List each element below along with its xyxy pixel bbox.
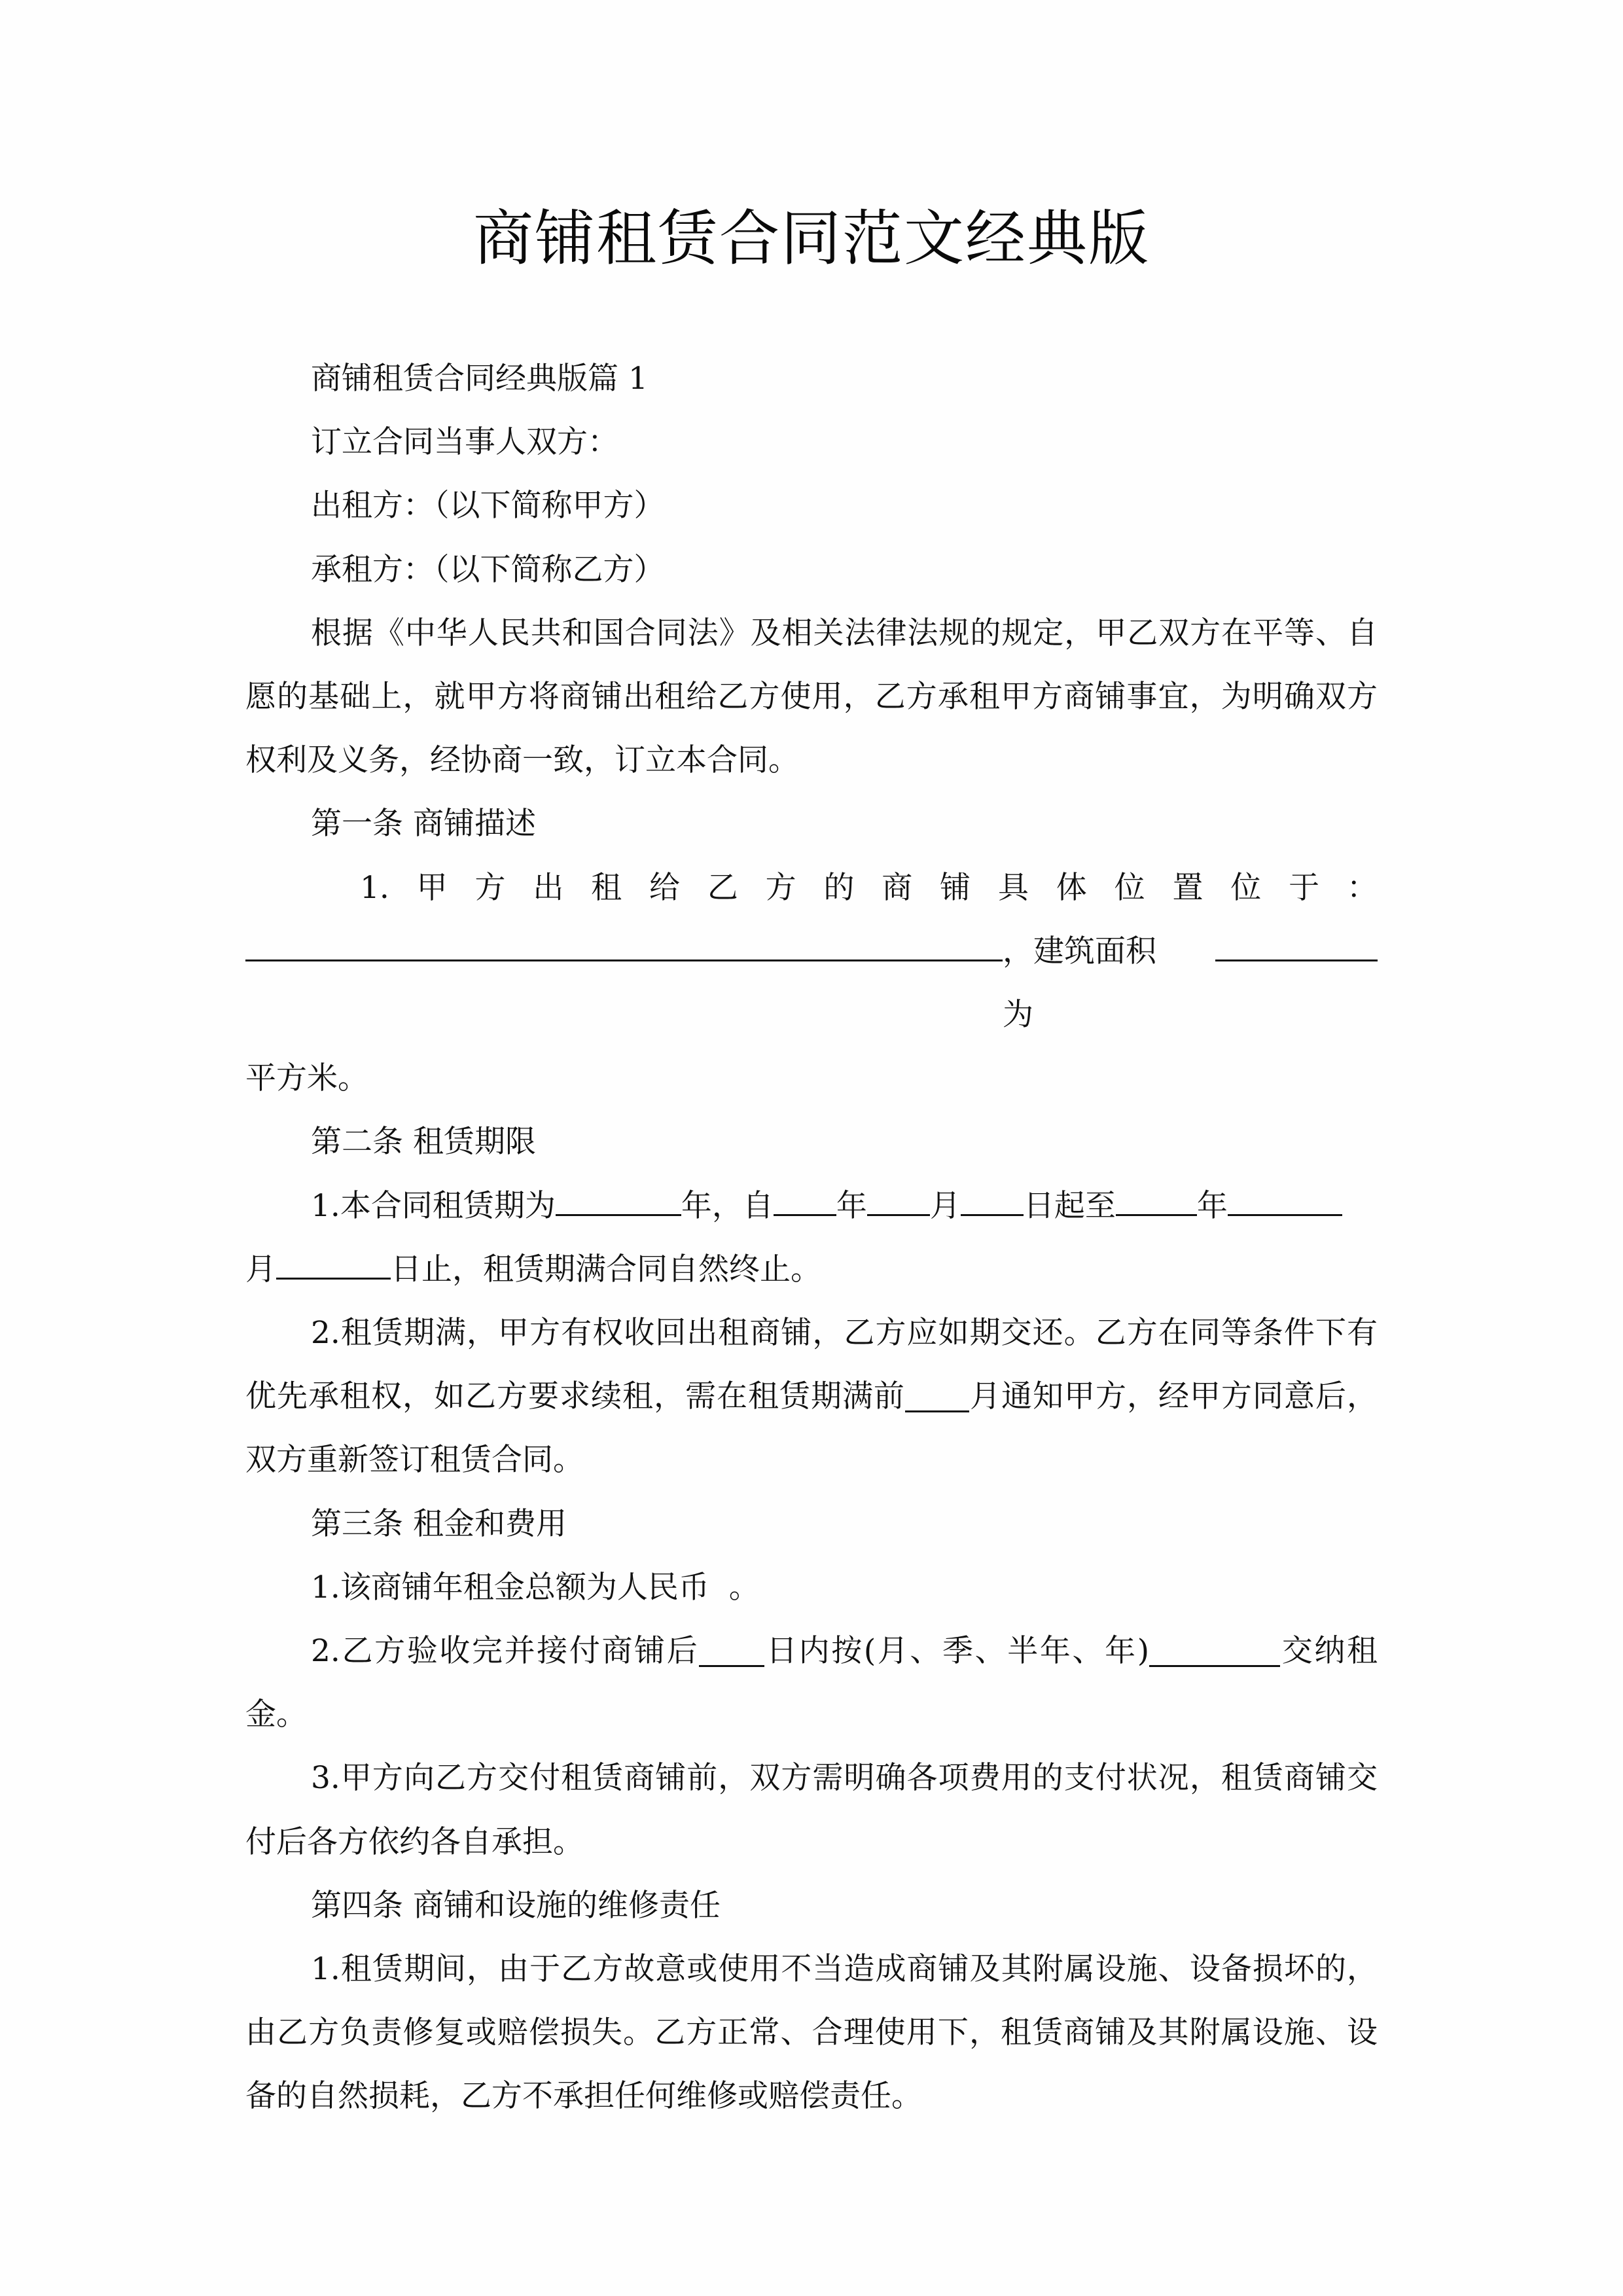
article-1-clause-1-line-3: 平方米。 [245,1060,368,1097]
text: 日起至 [1023,1187,1116,1224]
parties-intro: 订立合同当事人双方： [311,424,618,461]
renewal-notice-months-blank[interactable] [905,1380,969,1412]
char: 的 [823,869,855,906]
text: 2.乙方验收完并接付商铺后 [311,1633,700,1670]
article-1-clause-1-line-1 [245,856,1378,920]
char: 位 [1114,869,1145,906]
char: 体 [1056,869,1087,906]
article-4-clause-1: 1.租赁期间，由于乙方故意或使用不当造成商铺及其附属设施、设备损坏的，由乙方负责修复或赔偿损失。乙方正常、合理使用下，租赁商铺及其附属设施、设备的自然损耗，乙方不承担任何维修或赔偿责任。 [245,1951,1378,2115]
article-3-clause-1: 1.该商铺年租金总额为人民币 。 [311,1569,760,1605]
start-year-blank[interactable] [774,1183,836,1216]
text: 年，自 [681,1187,774,1224]
char: 租 [591,869,622,906]
char: 1. [360,869,389,906]
area-label: ，建筑面积为 [1002,933,1156,1033]
char: 位 [1230,869,1262,906]
text: 2.租赁期满，甲方有权收回出租商铺，乙方应如期交还。乙方在同等条件下有优先承租权，如乙方要求续租，需在租赁期满前 [245,1315,1378,1415]
article-1-clause-1-line-2 [245,920,1378,1047]
char: 于 [1289,869,1320,906]
payment-period-blank[interactable] [1149,1634,1280,1667]
char: 具 [997,869,1029,906]
text: 月 [929,1187,961,1224]
char: 置 [1172,869,1204,906]
article-2-heading: 第二条 租赁期限 [311,1124,536,1160]
text: 年 [836,1187,867,1224]
article-2-clause-2 [245,1301,1378,1492]
char: 出 [533,869,564,906]
text: 日止，租赁期满合同自然终止。 [391,1251,821,1287]
article-2-clause-1-line-1 [245,1174,1378,1238]
text: 月通知甲方，经甲方同意后，双方重新签订租赁合同。 [245,1378,1378,1479]
text: 日内按(月、季、半年、年) [764,1633,1150,1670]
preamble-paragraph: 根据《中华人民共和国合同法》及相关法律法规的规定，甲乙双方在平等、自愿的基础上，就甲方将商铺出租给乙方使用，乙方承租甲方商铺事宜，为明确双方权利及义务，经协商一致，订立本合同。 [245,615,1378,779]
end-day-blank[interactable] [276,1247,391,1280]
text: 月 [245,1251,276,1287]
char: 给 [649,869,680,906]
term-years-blank[interactable] [556,1183,681,1216]
section-subtitle: 商铺租赁合同经典版篇 1 [311,361,648,397]
text: 年 [1196,1187,1228,1224]
char: 方 [474,869,506,906]
char: 商 [882,869,913,906]
lessee-line: 承租方：（以下简称乙方） [311,551,665,588]
char: 乙 [707,869,738,906]
end-month-blank[interactable] [1228,1183,1342,1216]
payment-days-blank[interactable] [699,1634,764,1667]
lessor-line: 出租方：（以下简称甲方） [311,488,665,524]
location-blank[interactable] [245,929,1003,961]
document-body [245,347,1378,2128]
char: 铺 [940,869,971,906]
article-3-heading: 第三条 租金和费用 [311,1505,567,1542]
area-blank[interactable] [1215,929,1378,961]
article-3-clause-3: 3.甲方向乙方交付租赁商铺前，双方需明确各项费用的支付状况，租赁商铺交付后各方依约各自承担。 [245,1760,1378,1860]
article-2-clause-1-line-2 [245,1238,1378,1301]
article-3-clause-2 [245,1619,1378,1746]
text: 1.本合同租赁期为 [311,1187,556,1224]
article-1-heading: 第一条 商铺描述 [311,806,536,842]
char: ： [1346,869,1378,906]
document-title: 商铺租赁合同范文经典版 [473,204,1150,274]
end-year-blank[interactable] [1116,1183,1197,1216]
article-4-heading: 第四条 商铺和设施的维修责任 [311,1887,721,1924]
start-day-blank[interactable] [961,1183,1024,1216]
char: 方 [765,869,796,906]
start-month-blank[interactable] [867,1183,930,1216]
char: 甲 [416,869,448,906]
text: 交纳租金。 [245,1633,1378,1733]
